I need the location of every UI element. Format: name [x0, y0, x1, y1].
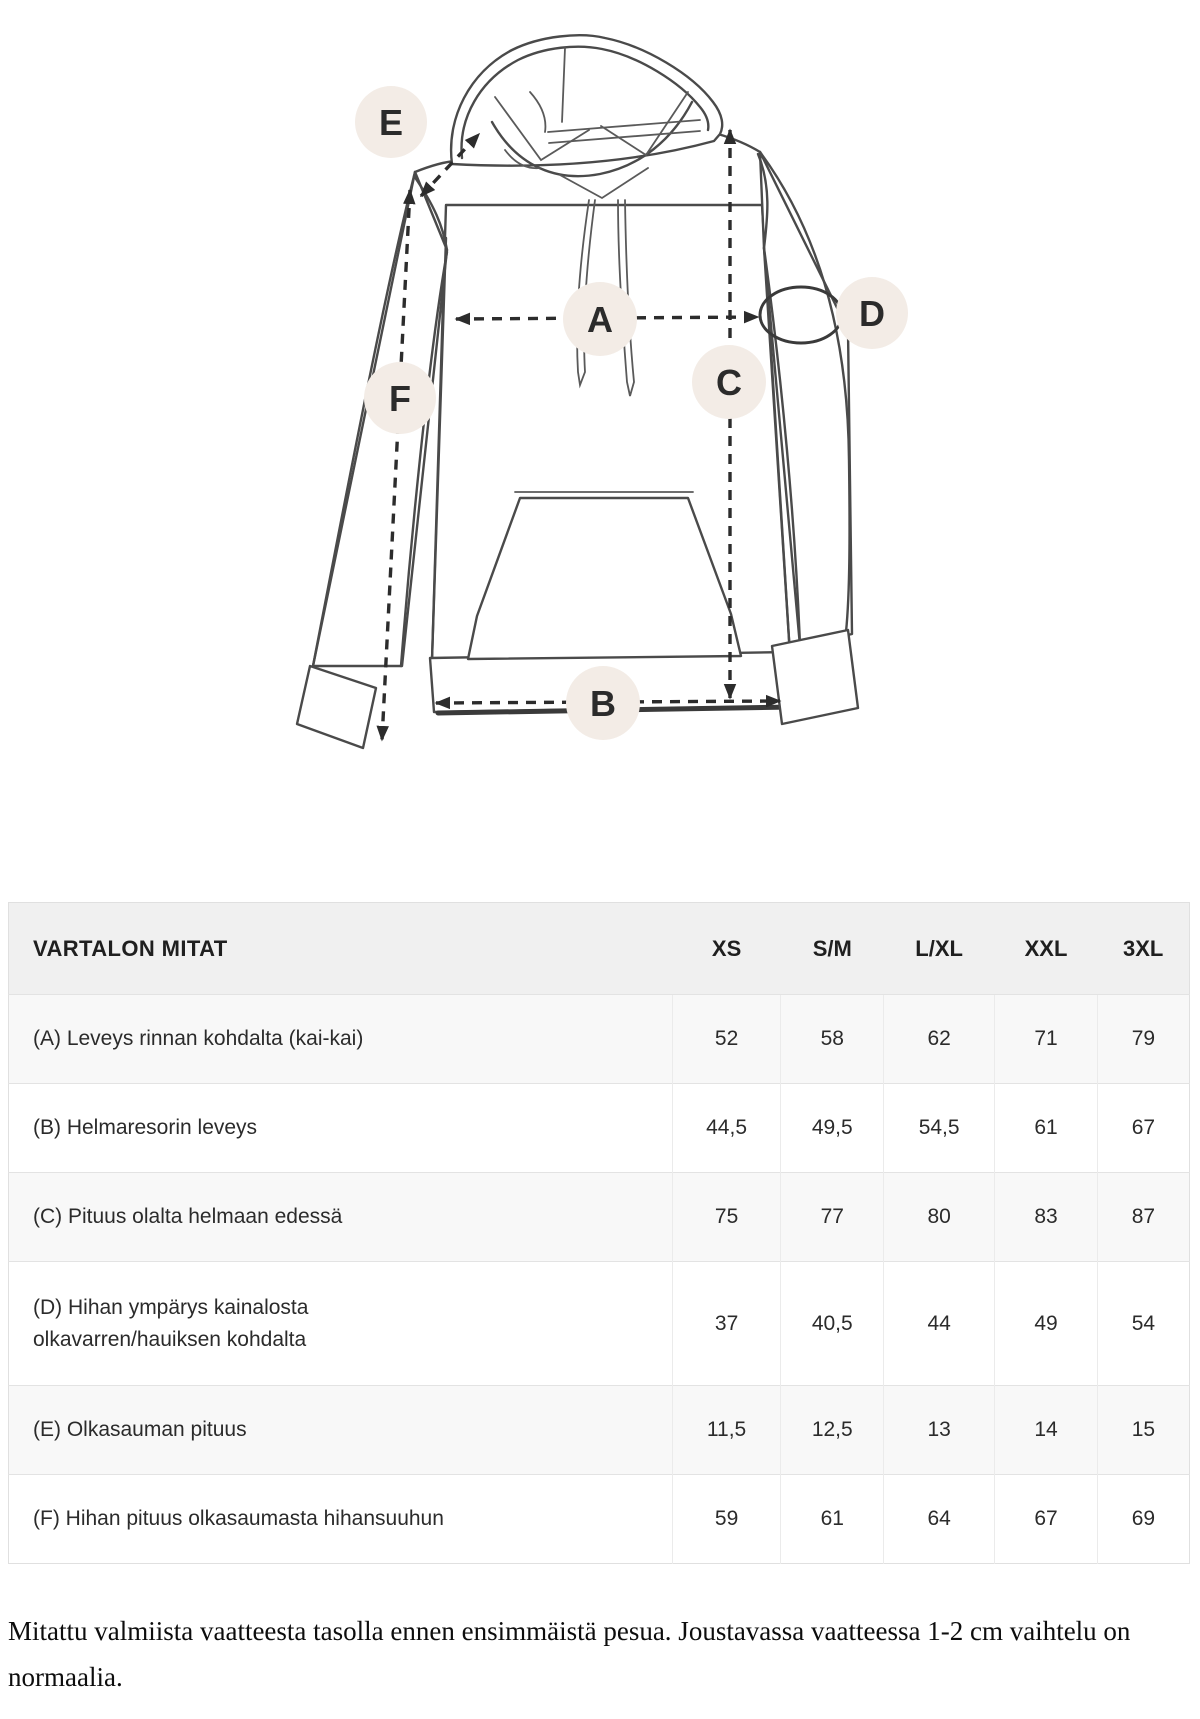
measurement-label-line: olkavarren/hauiksen kohdalta [33, 1327, 307, 1351]
measurement-value: 11,5 [672, 1386, 781, 1475]
table-row-b [9, 1084, 1190, 1173]
measurement-value: 40,5 [781, 1262, 884, 1386]
table-row-f [9, 1475, 1190, 1564]
measurement-value: 67 [1097, 1084, 1189, 1173]
measurement-value: 37 [672, 1262, 781, 1386]
measurement-label-line: (E) Olkasauman pituus [33, 1418, 247, 1442]
measurement-value: 54 [1097, 1262, 1189, 1386]
measurement-label-line: (D) Hihan ympärys kainalosta [33, 1296, 309, 1319]
size-column-header-xs: XS [672, 903, 781, 995]
measurement-value: 69 [1097, 1475, 1189, 1564]
table-row-c [9, 1173, 1190, 1262]
measurement-label [9, 1262, 673, 1386]
hoodie-measurement-diagram [0, 0, 1200, 800]
marker-letter-E: E [378, 102, 404, 143]
measurement-value: 61 [781, 1475, 884, 1564]
measurement-value: 62 [884, 995, 995, 1084]
marker-letter-B: B [590, 683, 616, 724]
size-table [8, 902, 1190, 1564]
table-row-a [9, 995, 1190, 1084]
measurement-value: 87 [1097, 1173, 1189, 1262]
measurement-value: 44 [884, 1262, 995, 1386]
table-row-d [9, 1262, 1190, 1386]
size-column-header-sm: S/M [781, 903, 884, 995]
measurement-value: 77 [781, 1173, 884, 1262]
measurement-value: 58 [781, 995, 884, 1084]
table-title: VARTALON MITAT [9, 903, 673, 995]
measurement-value: 71 [995, 995, 1098, 1084]
measurement-label [9, 1386, 673, 1475]
measurement-value: 67 [995, 1475, 1098, 1564]
measurement-label [9, 1084, 673, 1173]
measurement-label-line: (A) Leveys rinnan kohdalta (kai-kai) [33, 1027, 364, 1051]
measurement-value: 64 [884, 1475, 995, 1564]
table-row-e [9, 1386, 1190, 1475]
measurement-value: 12,5 [781, 1386, 884, 1475]
measurement-value: 44,5 [672, 1084, 781, 1173]
measurement-value: 59 [672, 1475, 781, 1564]
measurement-value: 83 [995, 1173, 1098, 1262]
measurement-label [9, 995, 673, 1084]
measurement-value: 61 [995, 1084, 1098, 1173]
size-column-header-xxl: XXL [995, 903, 1098, 995]
marker-letter-A: A [587, 299, 613, 340]
measurement-value: 52 [672, 995, 781, 1084]
measurement-label [9, 1475, 673, 1564]
measurement-value: 15 [1097, 1386, 1189, 1475]
measurement-label [9, 1173, 673, 1262]
measurement-value: 75 [672, 1173, 781, 1262]
marker-letter-F: F [389, 378, 411, 419]
measurement-label-line: (B) Helmaresorin leveys [33, 1116, 258, 1140]
size-column-header-3xl: 3XL [1097, 903, 1189, 995]
hoodie-sketch-svg [0, 0, 1200, 800]
measurement-value: 13 [884, 1386, 995, 1475]
marker-letter-D: D [859, 293, 885, 334]
size-column-header-lxl: L/XL [884, 903, 995, 995]
measurement-value: 54,5 [884, 1084, 995, 1173]
measurement-label-line: (F) Hihan pituus olkasaumasta hihansuuhun [33, 1507, 444, 1531]
measurement-value: 80 [884, 1173, 995, 1262]
measurement-label-line: (C) Pituus olalta helmaan edessä [33, 1205, 343, 1229]
measurement-value: 49,5 [781, 1084, 884, 1173]
marker-letter-C: C [716, 362, 742, 403]
table-header-row [9, 903, 1190, 995]
measurement-value: 49 [995, 1262, 1098, 1386]
measurement-value: 79 [1097, 995, 1189, 1084]
measurement-note: Mitattu valmiista vaatteesta tasolla ennen ensimmäistä pesua. Joustavassa vaatteessa 1-2 cm vaihtelu on normaalia. [8, 1616, 1131, 1693]
measurement-value: 14 [995, 1386, 1098, 1475]
